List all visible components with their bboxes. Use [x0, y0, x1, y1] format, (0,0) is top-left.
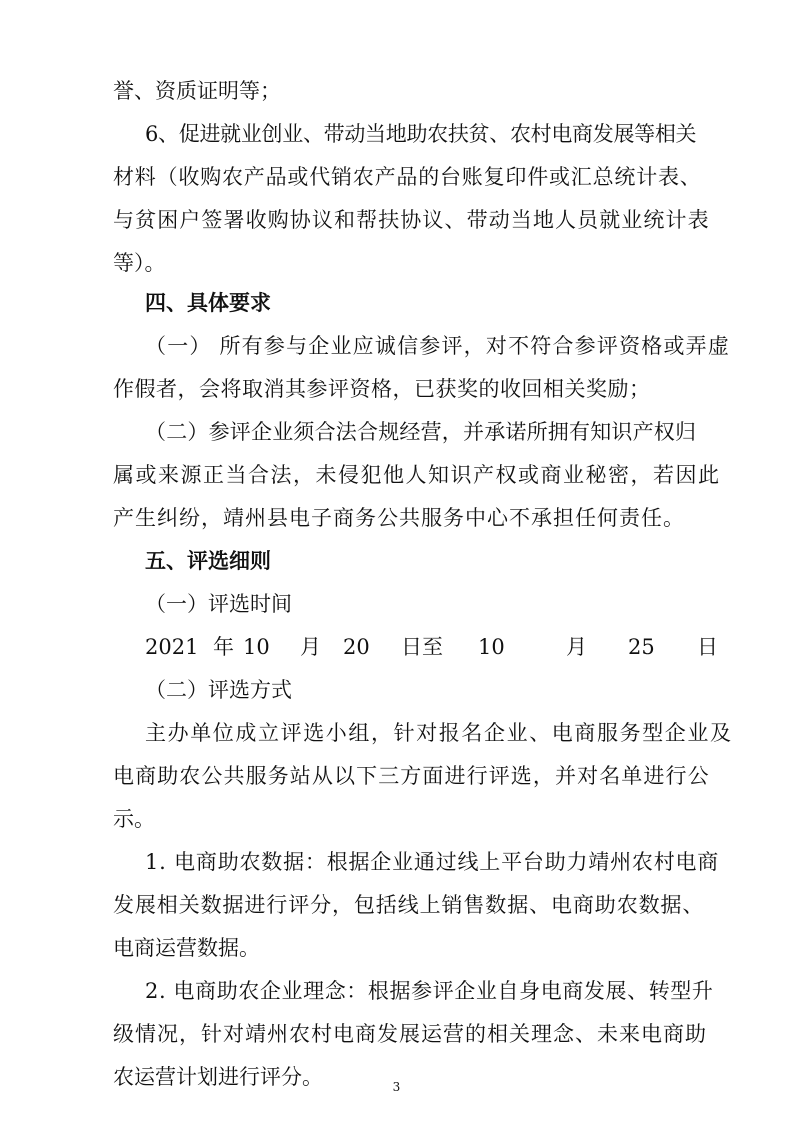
text-line: 等）。	[113, 251, 166, 275]
date-nian: 年	[213, 635, 234, 659]
date-start-month: 10	[243, 635, 270, 659]
page-number: 3	[392, 1080, 401, 1094]
text-line: 与贫困户签署收购协议和帮扶协议、带动当地人员就业统计表	[113, 208, 710, 232]
text-line: 示。	[113, 807, 155, 831]
text-line: 1. 电商助农数据：根据企业通过线上平台助力靖州农村电商	[145, 850, 720, 874]
text-line: 电商助农公共服务站从以下三方面进行评选，并对名单进行公	[113, 764, 710, 788]
text-line: 级情况，针对靖州农村电商发展运营的相关理念、未来电商助	[113, 1022, 707, 1046]
text-line: （二）参评企业须合法合规经营，并承诺所拥有知识产权归	[145, 420, 697, 444]
text-line: 誉、资质证明等；	[113, 79, 281, 103]
text-line: 电商运营数据。	[113, 936, 260, 960]
text-line: （一）评选时间	[145, 592, 292, 616]
text-line: 2. 电商助农企业理念：根据参评企业自身电商发展、转型升	[145, 979, 714, 1003]
date-yue: 月	[300, 635, 321, 659]
date-start-day: 20	[343, 635, 370, 659]
date-year: 2021	[145, 635, 199, 659]
date-end-month: 10	[478, 635, 505, 659]
date-end-day: 25	[628, 635, 655, 659]
text-line: （二）评选方式	[145, 678, 292, 702]
text-line: 6、促进就业创业、带动当地助农扶贫、农村电商发展等相关	[145, 122, 697, 146]
section-heading: 四、具体要求	[145, 291, 271, 315]
text-line: 主办单位成立评选小组，针对报名企业、电商服务型企业及	[145, 721, 733, 745]
date-ri-zhi: 日至	[401, 635, 443, 659]
text-line: 作假者，会将取消其参评资格，已获奖的收回相关奖励；	[113, 377, 651, 401]
text-line: 材料（收购农产品或代销农产品的台账复印件或汇总统计表、	[113, 165, 702, 189]
section-heading: 五、评选细则	[145, 549, 271, 573]
text-line: 产生纠纷，靖州县电子商务公共服务中心不承担任何责任。	[113, 506, 685, 530]
text-line: 发展相关数据进行评分，包括线上销售数据、电商助农数据、	[113, 893, 705, 917]
text-line: 属或来源正当合法，未侵犯他人知识产权或商业秘密，若因此	[113, 463, 721, 487]
evaluation-date-line	[0, 633, 793, 661]
text-line: （一） 所有参与企业应诚信参评，对不符合参评资格或弄虚	[145, 334, 731, 358]
date-ri: 日	[697, 635, 718, 659]
date-yue: 月	[566, 635, 587, 659]
text-line: 农运营计划进行评分。	[113, 1065, 323, 1089]
